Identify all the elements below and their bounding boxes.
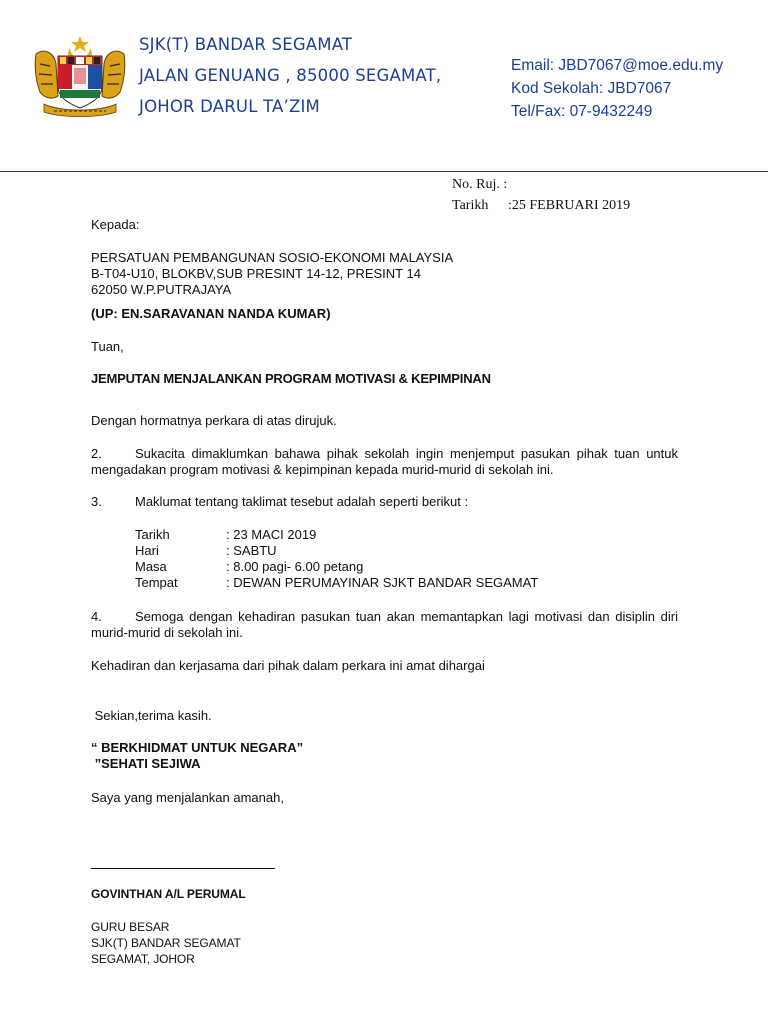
detail-label: Masa bbox=[135, 559, 167, 574]
date-label: Tarikh bbox=[452, 198, 489, 213]
appreciation-line: Kehadiran dan kerjasama dari pihak dalam perkara ini amat dihargai bbox=[91, 658, 485, 673]
school-email: Email: JBD7067@moe.edu.my bbox=[511, 57, 724, 74]
detail-label: Tarikh bbox=[135, 527, 170, 542]
detail-value: : SABTU bbox=[226, 543, 277, 558]
opening-line: Dengan hormatnya perkara di atas dirujuk. bbox=[91, 413, 337, 428]
paragraph-text: Maklumat tentang taklimat tesebut adalah seperti berikut : bbox=[135, 494, 469, 509]
signatory-location: SEGAMAT, JOHOR bbox=[91, 952, 195, 966]
salutation: Tuan, bbox=[91, 339, 124, 354]
letter-subject: JEMPUTAN MENJALANKAN PROGRAM MOTIVASI & KEPIMPINAN bbox=[91, 371, 491, 386]
recipient-line: PERSATUAN PEMBANGUNAN SOSIO-EKONOMI MALAYSIA bbox=[91, 250, 454, 265]
recipient-line: 62050 W.P.PUTRAJAYA bbox=[91, 282, 232, 297]
paragraph-4 bbox=[91, 609, 678, 641]
paragraph-2 bbox=[91, 446, 678, 478]
motto-line-1: “ BERKHIDMAT UNTUK NEGARA” bbox=[91, 740, 304, 755]
trust-line: Saya yang menjalankan amanah, bbox=[91, 790, 284, 805]
school-state: JOHOR DARUL TA’ZIM bbox=[139, 97, 320, 116]
letter-date: :25 FEBRUARI 2019 bbox=[508, 198, 631, 213]
paragraph-text: Semoga dengan kehadiran pasukan tuan akan memantapkan lagi motivasi dan disiplin diri murid-murid di sekolah ini. bbox=[91, 609, 678, 640]
school-name: SJK(T) BANDAR SEGAMAT bbox=[139, 35, 353, 54]
reference-label: No. Ruj. : bbox=[452, 177, 508, 192]
detail-label: Hari bbox=[135, 543, 159, 558]
school-phone: Tel/Fax: 07-9432249 bbox=[511, 103, 653, 120]
detail-value: : 8.00 pagi- 6.00 petang bbox=[226, 559, 364, 574]
signatory-name: GOVINTHAN A/L PERUMAL bbox=[91, 887, 246, 901]
school-code: Kod Sekolah: JBD7067 bbox=[511, 80, 672, 97]
letterhead-divider bbox=[0, 171, 768, 172]
to-label: Kepada: bbox=[91, 217, 140, 232]
coat-of-arms-icon bbox=[30, 34, 130, 118]
school-address-line: JALAN GENUANG , 85000 SEGAMAT, bbox=[139, 66, 442, 85]
detail-value: : DEWAN PERUMAYINAR SJKT BANDAR SEGAMAT bbox=[226, 575, 539, 590]
paragraph-number: 3. bbox=[91, 494, 102, 509]
attention-line: (UP: EN.SARAVANAN NANDA KUMAR) bbox=[91, 306, 331, 321]
closing-line: Sekian,terima kasih. bbox=[91, 708, 212, 723]
signature-line bbox=[91, 868, 275, 869]
motto-line-2: ”SEHATI SEJIWA bbox=[91, 756, 201, 771]
paragraph-text: Sukacita dimaklumkan bahawa pihak sekolah ingin menjemput pasukan pihak tuan untuk mengadakan program motivasi & kepimpinan kepada murid-murid di sekolah ini. bbox=[91, 446, 678, 477]
paragraph-number: 4. bbox=[91, 609, 102, 624]
detail-label: Tempat bbox=[135, 575, 178, 590]
signatory-title: GURU BESAR bbox=[91, 920, 170, 934]
detail-value: : 23 MACI 2019 bbox=[226, 527, 317, 542]
paragraph-number: 2. bbox=[91, 446, 102, 461]
paragraph-3 bbox=[91, 494, 678, 510]
signatory-school: SJK(T) BANDAR SEGAMAT bbox=[91, 936, 241, 950]
recipient-line: B-T04-U10, BLOKBV,SUB PRESINT 14-12, PRESINT 14 bbox=[91, 266, 421, 281]
